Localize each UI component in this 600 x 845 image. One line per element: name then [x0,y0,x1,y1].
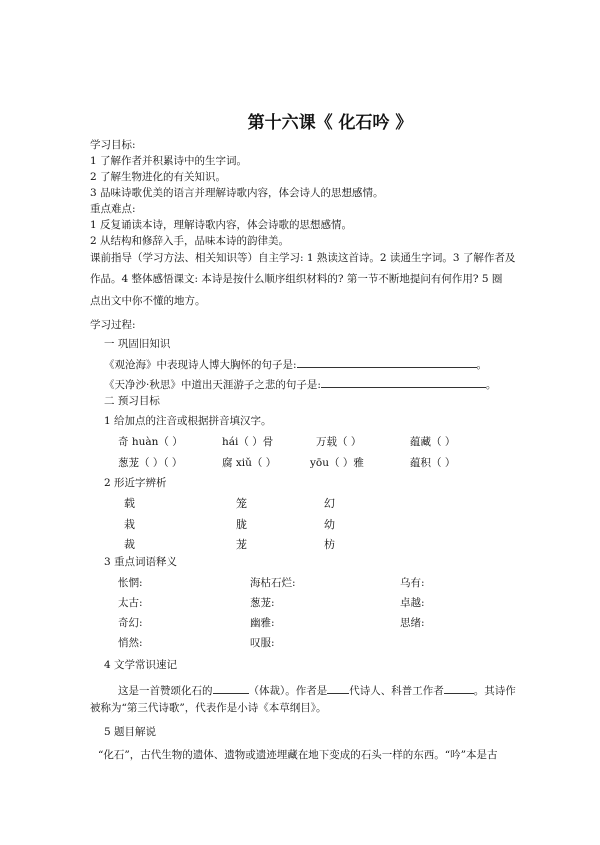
word-item: 幽雅: [250,617,275,629]
pinyin-item: 蕴积（ ） [410,457,456,469]
pinyin-item: 万载（ ） [316,436,362,448]
review-question-1 [104,356,487,372]
literature-text: 。其诗作 [473,685,516,697]
focus-item: 2 从结构和修辞入手，品味本诗的韵律美。 [90,235,290,247]
shape-char: 枋 [324,538,335,551]
word-item: 怅惘: [118,577,143,589]
literature-text: 这是一首赞颂化石的 [118,685,213,697]
focus-item: 1 反复诵读本诗，理解诗歌内容，体会诗歌的思想感情。 [90,219,353,231]
shape-char: 栽 [124,518,135,531]
goal-item: 2 了解生物进化的有关知识。 [90,171,227,183]
review-question-2-end: 。 [485,379,497,391]
review-question-1-text: 《观沧海》中表现诗人博大胸怀的句子是: [104,359,297,371]
word-item: 卓越: [400,597,425,609]
shape-char: 笼 [236,497,247,510]
word-item: 太古: [118,597,143,609]
word-item: 奇幻: [118,617,143,629]
pinyin-item: 葱茏（ ）（ ） [118,457,183,469]
genre-blank[interactable] [213,682,249,694]
literature-text: （体裁）。作者是 [248,685,328,697]
answer-blank[interactable] [297,356,477,368]
pinyin-item: 腐 xiǔ（ ） [222,457,277,469]
pinyin-heading: 1 给加点的注音或根据拼音填汉字。 [104,415,272,427]
shape-char: 幼 [324,518,335,531]
page-title: 第十六课《 化石吟 》 [247,113,413,133]
pinyin-item: 奇 huàn（ ） [118,436,183,448]
process-heading: 学习过程: [90,319,136,331]
shape-char: 幻 [324,497,335,510]
word-item: 海枯石烂: [250,577,296,589]
goals-heading: 学习目标: [90,139,136,151]
word-item: 思绪: [400,617,425,629]
shape-heading: 2 形近字辨析 [104,477,167,489]
guide-line: 点出文中你不懂的地方。 [90,295,206,307]
pinyin-item: hái（ ）骨 [222,436,274,448]
generation-blank[interactable] [327,682,349,694]
pinyin-item: 蕴藏（ ） [410,436,456,448]
word-item: 悄然: [118,637,143,649]
literature-text: 代诗人、科普工作者 [349,685,444,697]
answer-blank[interactable] [321,376,486,388]
guide-line: 作品。4 整体感悟课文: 本诗是按什么顺序组织材料的? 第一节不断地提问有何作用? 5 圈 [90,273,503,285]
shape-char: 茏 [236,538,247,551]
literature-line-2: 被称为“第三代诗歌”，代表作是小诗《本草纲目》。 [90,702,327,714]
title-explanation-heading: 5 题目解说 [104,726,157,738]
shape-char: 胧 [236,518,247,531]
guide-line: 课前指导（学习方法、相关知识等）自主学习: 1 熟读这首诗。2 读通生字词。3 了解作者及 [90,252,516,264]
word-item: 葱茏: [250,597,275,609]
goal-item: 1 了解作者并积累诗中的生字词。 [90,155,248,167]
word-item: 乌有: [400,577,425,589]
review-question-2 [104,376,496,392]
title-explanation-line: “化石”，古代生物的遗体、遗物或遗迹埋藏在地下变成的石头一样的东西。“吟”本是古 [98,749,498,761]
literature-heading: 4 文学常识速记 [104,659,178,671]
focus-heading: 重点难点: [90,203,136,215]
words-heading: 3 重点词语释义 [104,556,178,568]
shape-char: 载 [124,497,135,510]
review-question-2-text: 《天净沙·秋思》中道出天涯游子之悲的句子是: [104,379,321,391]
author-blank[interactable] [444,682,474,694]
section-2-heading: 二 预习目标 [104,395,160,407]
pinyin-item: yōu（ ）雅 [310,457,364,469]
goal-item: 3 品味诗歌优美的语言并理解诗歌内容，体会诗人的思想感情。 [90,187,384,199]
literature-line-1 [118,682,516,698]
section-1-heading: 一 巩固旧知识 [104,338,171,350]
review-question-1-end: 。 [476,359,488,371]
word-item: 叹服: [250,637,275,649]
shape-char: 裁 [124,538,135,551]
